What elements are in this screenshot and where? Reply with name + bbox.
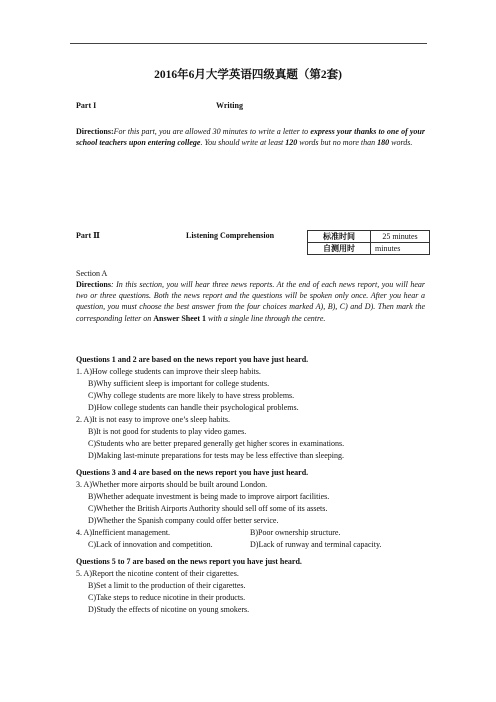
question-option: C)Lack of innovation and competition. <box>88 540 213 549</box>
section-a-dir-label: Directions <box>76 280 111 289</box>
part1-dir-label: Directions: <box>76 127 114 136</box>
page-title: 2016年6月大学英语四级真题（第2套) <box>154 69 342 81</box>
question-option: D)Whether the Spanish company could offer better service. <box>88 516 279 525</box>
section-a-directions <box>76 279 425 324</box>
part1-dir-topic: express your thanks to one of your school teachers upon entering college <box>76 127 425 148</box>
answer-sheet-ref: Answer Sheet 1 <box>153 313 206 323</box>
question-option: 3. A)Whether more airports should be built around London. <box>76 480 268 489</box>
question-option: 5. A)Report the nicotine content of their cigarettes. <box>76 569 239 578</box>
time-key: 标准时间 <box>308 231 371 243</box>
part1-dir-text: For this part, you are allowed 30 minutes to write a letter to <box>113 127 311 136</box>
question-group-heading: Questions 1 and 2 are based on the news report you have just heard. <box>76 355 309 364</box>
part1-directions <box>76 126 425 148</box>
question-option: 4. A)Inefficient management. <box>76 528 171 537</box>
part2-name: Listening Comprehension <box>186 231 275 240</box>
part1-min-words: 120 <box>285 138 298 148</box>
part2-label: Part Ⅱ <box>76 231 100 240</box>
question-option: B)It is not good for students to play video games. <box>88 427 247 436</box>
time-row-self <box>308 243 430 255</box>
question-option: B)Why sufficient sleep is important for college students. <box>88 379 270 388</box>
question-option: D)Study the effects of nicotine on young smokers. <box>88 605 250 614</box>
header-rule <box>70 43 427 44</box>
part1-name: Writing <box>216 101 243 110</box>
question-option: C)Students who are better prepared generally get higher scores in examinations. <box>88 439 345 448</box>
time-table <box>307 230 430 255</box>
section-a-label: Section A <box>76 269 108 278</box>
time-row-standard <box>308 231 430 243</box>
question-option: B)Whether adequate investment is being made to improve airport facilities. <box>88 492 330 501</box>
question-option: 1. A)How college students can improve their sleep habits. <box>76 367 261 376</box>
question-group-heading: Questions 3 and 4 are based on the news report you have just heard. <box>76 468 309 477</box>
time-key: 自测用时 <box>308 243 371 255</box>
question-option: B)Set a limit to the production of their cigarettes. <box>88 581 246 590</box>
time-value: minutes <box>371 243 430 255</box>
question-option: 2. A)It is not easy to improve one’s sleep habits. <box>76 415 230 424</box>
part1-max-words: 180 <box>377 138 390 148</box>
question-option: D)Making last-minute preparations for tests may be less effective than sleeping. <box>88 451 344 460</box>
part1-dir-text4: words. <box>389 138 413 148</box>
question-option: C)Take steps to reduce nicotine in their products. <box>88 593 246 602</box>
part1-dir-text2: . You should write at least <box>200 138 286 148</box>
time-value: 25 minutes <box>371 231 430 243</box>
section-a-dir-text: : In this section, you will hear three news reports. At the end of each news report, you will hear two or three questions. Both the news report and the questions will be spoken only once. After you hear a question, you must choose the best answer from the four choices marked A), B), C) and D). Then mark the corresponding letter on <box>76 280 425 323</box>
question-group-heading: Questions 5 to 7 are based on the news report you have just heard. <box>76 557 302 566</box>
question-option: D)How college students can handle their psychological problems. <box>88 403 299 412</box>
section-a-dir-text2: with a single line through the centre. <box>206 313 326 323</box>
question-option: B)Poor ownership structure. <box>250 528 341 537</box>
part1-dir-text3: words but no more than <box>297 138 378 148</box>
question-option: C)Why college students are more likely to have stress problems. <box>88 391 295 400</box>
part1-label: Part I <box>76 101 97 110</box>
question-option: C)Whether the British Airports Authority should sell off some of its assets. <box>88 504 328 513</box>
question-option: D)Lack of runway and terminal capacity. <box>250 540 382 549</box>
